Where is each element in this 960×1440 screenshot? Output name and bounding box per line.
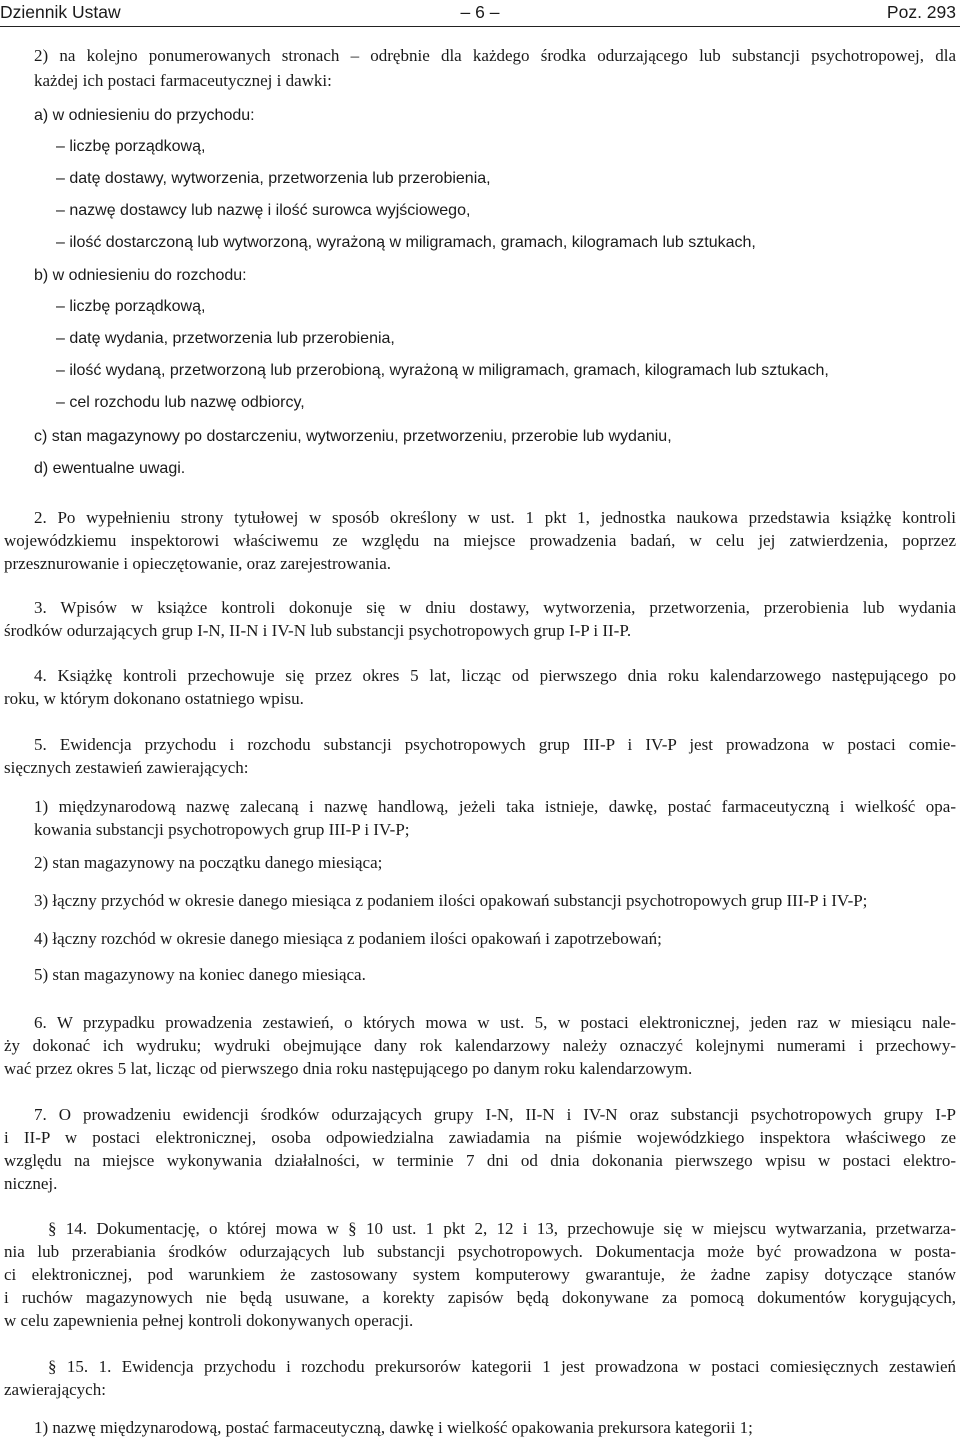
paragraph-14-line-4: i ruchów magazynowych nie będą usuwane, a korekty zapisów będą dokonywane za pomocą dokumentów korygujących,	[4, 1288, 956, 1307]
item-b-dash-1: – liczbę porządkową,	[56, 298, 206, 315]
section-5-item-1-line-2: kowania substancji psychotropowych grup III-P i IV-P;	[34, 820, 410, 839]
section-7-line-1: 7. O prowadzeniu ewidencji środków odurzających grupy I-N, II-N i IV-N oraz substancji psychotropowych grupy I-P	[34, 1105, 956, 1124]
section-5-item-1-line-1: 1) międzynarodową nazwę zalecaną i nazwę handlową, jeżeli taka istnieje, dawkę, postać farmaceutyczną i wielkość opa-	[34, 797, 956, 816]
item-b-label: b) w odniesieniu do rozchodu:	[34, 267, 247, 284]
section-7-line-4: nicznej.	[4, 1174, 58, 1193]
paragraph-14-line-3: ci elektronicznej, pod warunkiem że zastosowany system komputerowy gwarantuje, że żadne zapisy dotyczące stanów	[4, 1265, 956, 1284]
section-5-line-2: sięcznych zestawień zawierających:	[4, 758, 249, 777]
item-a-dash-3: – nazwę dostawcy lub nazwę i ilość surowca wyjściowego,	[56, 202, 471, 219]
point-2-line-1: 2) na kolejno ponumerowanych stronach – odrębnie dla każdego środka odurzającego lub substancji psychotropowej, dla	[34, 46, 956, 65]
section-5-line-1: 5. Ewidencja przychodu i rozchodu substancji psychotropowych grup III-P i IV-P jest prowadzona w postaci comie-	[34, 735, 956, 754]
item-c: c) stan magazynowy po dostarczeniu, wytworzeniu, przetworzeniu, przerobie lub wydaniu,	[34, 428, 672, 445]
section-6-line-2: ży dokonać ich wydruku; wydruki obejmujące dany rok kalendarzowy należy oznaczyć kolejnymi numerami i przechowy-	[4, 1036, 956, 1055]
item-a-dash-1: – liczbę porządkową,	[56, 138, 206, 155]
item-d: d) ewentualne uwagi.	[34, 460, 186, 477]
point-2-line-2: każdej ich postaci farmaceutycznej i dawki:	[34, 71, 332, 90]
section-7-line-3: względu na miejsce wykonywania działalności, w terminie 7 dni od dnia dokonania pierwszego wpisu w postaci elektro-	[4, 1151, 956, 1170]
item-a-dash-4: – ilość dostarczoną lub wytworzoną, wyrażoną w miligramach, gramach, kilogramach lub sztukach,	[56, 234, 756, 251]
page-number: – 6 –	[460, 2, 500, 22]
paragraph-15-item-1: 1) nazwę międzynarodową, postać farmaceutyczną, dawkę i wielkość opakowania prekursora kategorii 1;	[34, 1418, 753, 1437]
section-3-line-1: 3. Wpisów w książce kontroli dokonuje się w dniu dostawy, wytworzenia, przetworzenia, przerobienia lub wydania	[34, 598, 956, 617]
item-a-dash-2: – datę dostawy, wytworzenia, przetworzenia lub przerobienia,	[56, 170, 491, 187]
section-6-line-3: wać przez okres 5 lat, licząc od pierwszego dnia roku następującego po danym roku kalendarzowym.	[4, 1059, 693, 1078]
item-a-label: a) w odniesieniu do przychodu:	[34, 107, 255, 124]
paragraph-14-line-5: w celu zapewnienia pełnej kontroli dokonywanych operacji.	[4, 1311, 414, 1330]
section-5-item-5: 5) stan magazynowy na koniec danego miesiąca.	[34, 965, 366, 984]
section-6-line-1: 6. W przypadku prowadzenia zestawień, o których mowa w ust. 5, w postaci elektronicznej, jeden raz w miesiącu nale-	[34, 1013, 956, 1032]
section-5-item-3: 3) łączny przychód w okresie danego miesiąca z podaniem ilości opakowań substancji psychotropowych grup III-P i IV-P;	[34, 891, 868, 910]
item-b-dash-4: – cel rozchodu lub nazwę odbiorcy,	[56, 394, 305, 411]
section-2-line-2: wojewódzkiemu inspektorowi właściwemu ze względu na miejsce prowadzenia badań, w celu jej zatwierdzenia, poprzez	[4, 531, 956, 550]
section-2-line-3: przesznurowanie i opieczętowanie, oraz zarejestrowania.	[4, 554, 392, 573]
section-2-line-1: 2. Po wypełnieniu strony tytułowej w sposób określony w ust. 1 pkt 1, jednostka naukowa przedstawia książkę kontroli	[34, 508, 956, 527]
page-header	[0, 0, 960, 27]
paragraph-15-line-2: zawierających:	[4, 1380, 106, 1399]
section-5-item-4: 4) łączny rozchód w okresie danego miesiąca z podaniem ilości opakowań i zapotrzebowań;	[34, 929, 662, 948]
section-4-line-1: 4. Książkę kontroli przechowuje się przez okres 5 lat, licząc od pierwszego dnia roku kalendarzowego następującego po	[34, 666, 956, 685]
section-3-line-2: środków odurzających grup I-N, II-N i IV-N lub substancji psychotropowych grup I-P i II-P.	[4, 621, 632, 640]
paragraph-14-line-2: nia lub przerabiania środków odurzających lub substancji psychotropowych. Dokumentacja może być prowadzona w posta-	[4, 1242, 956, 1261]
position-number: Poz. 293	[886, 2, 956, 22]
item-b-dash-3: – ilość wydaną, przetworzoną lub przerobioną, wyrażoną w miligramach, gramach, kilogramach lub sztukach,	[56, 362, 829, 379]
paragraph-15-line-1: § 15. 1. Ewidencja przychodu i rozchodu prekursorów kategorii 1 jest prowadzona w postaci comiesięcznych zestawień	[48, 1357, 956, 1376]
section-4-line-2: roku, w którym dokonano ostatniego wpisu.	[4, 689, 304, 708]
paragraph-14-line-1: § 14. Dokumentację, o której mowa w § 10 ust. 1 pkt 2, 12 i 13, przechowuje się w miejscu wytwarzania, przetwarza-	[48, 1219, 956, 1238]
item-b-dash-2: – datę wydania, przetworzenia lub przerobienia,	[56, 330, 395, 347]
section-7-line-2: i II-P w postaci elektronicznej, osoba odpowiedzialna zawiadamia na piśmie wojewódzkiego inspektora właściwego ze	[4, 1128, 956, 1147]
journal-title: Dziennik Ustaw	[0, 2, 121, 22]
section-5-item-2: 2) stan magazynowy na początku danego miesiąca;	[34, 853, 383, 872]
